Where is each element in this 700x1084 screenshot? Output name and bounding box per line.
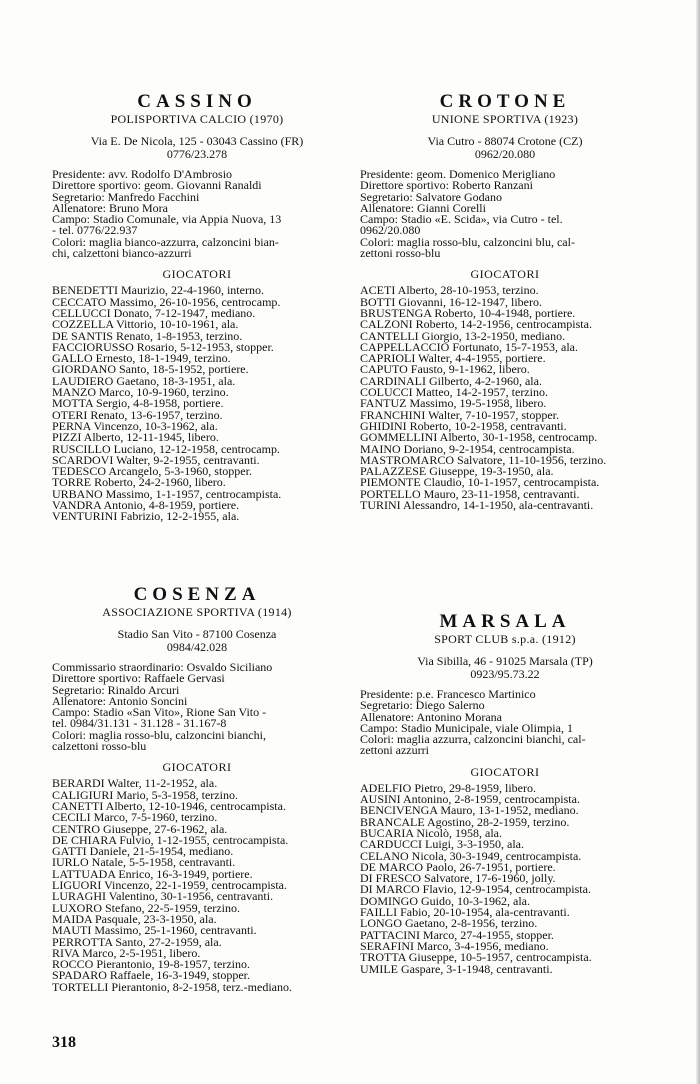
player-entry: BRANCALE Agostino, 28-2-1959, terzino. <box>360 814 570 829</box>
club-subtitle: ASSOCIAZIONE SPORTIVA (1914) <box>102 605 292 619</box>
club-name: COSENZA <box>133 584 261 605</box>
player-entry: RIVA Marco, 2-5-1951, libero. <box>52 945 201 960</box>
player-entry: AUSINI Antonino, 2-8-1959, centrocampista. <box>360 792 580 807</box>
player-entry: CAPPELLACCIO Fortunato, 15-7-1953, ala. <box>360 339 578 354</box>
official-line: Allenatore: Gianni Corelli <box>360 200 486 215</box>
player-entry: FRANCHINI Walter, 7-10-1957, stopper. <box>360 407 559 422</box>
player-entry: GATTI Daniele, 21-5-1954, mediano. <box>52 844 234 859</box>
club-phone: 0923/95.73.22 <box>470 667 540 681</box>
player-entry: PIZZI Alberto, 12-11-1945, libero. <box>52 430 219 445</box>
player-entry: MASTROMARCO Salvatore, 11-10-1956, terzino. <box>360 452 607 467</box>
club-subtitle: UNIONE SPORTIVA (1923) <box>431 112 579 126</box>
player-entry: PIEMONTE Claudio, 10-1-1957, centrocampista. <box>360 475 600 490</box>
official-line: Commissario straordinario: Osvaldo Siciliano <box>52 660 273 674</box>
player-entry: DE MARCO Paolo, 26-7-1951, portiere. <box>360 859 556 874</box>
official-line: calzettoni rosso-blu <box>52 739 147 754</box>
player-entry: PORTELLO Mauro, 23-11-1958, centravanti. <box>360 486 580 501</box>
club-phone: 0776/23.278 <box>166 147 228 161</box>
player-entry: PATTACINI Marco, 27-4-1955, stopper. <box>360 927 554 942</box>
official-line: Direttore sportivo: geom. Giovanni Ranaldi <box>52 178 262 193</box>
players-heading: GIOCATORI <box>470 764 540 779</box>
official-line: Direttore sportivo: Raffaele Gervasi <box>52 671 225 686</box>
player-entry: GOMMELLINI Alberto, 30-1-1958, centrocamp. <box>360 430 598 445</box>
official-line: Segretario: Rinaldo Arcuri <box>52 682 180 697</box>
player-entry: VENTURINI Fabrizio, 12-2-1955, ala. <box>52 509 240 524</box>
page-edge <box>696 0 700 1084</box>
official-line: Allenatore: Bruno Mora <box>52 200 168 215</box>
player-entry: LURAGHI Valentino, 30-1-1956, centravanti. <box>52 889 274 904</box>
player-entry: DI FRESCO Salvatore, 17-6-1960, jolly. <box>360 871 556 886</box>
player-entry: CALIGIURI Mario, 5-3-1958, terzino. <box>52 787 238 802</box>
player-entry: VANDRA Antonio, 4-8-1959, portiere. <box>52 498 240 513</box>
official-line: Allenatore: Antonino Morana <box>360 709 502 724</box>
player-entry: UMILE Gaspare, 3-1-1948, centravanti. <box>360 961 553 976</box>
club-address: Stadio San Vito - 87100 Cosenza <box>117 627 277 641</box>
official-line: Allenatore: Antonio Soncini <box>52 693 188 708</box>
club-subtitle: SPORT CLUB s.p.a. (1912) <box>434 632 576 646</box>
player-entry: TURINI Alessandro, 14-1-1950, ala-centravanti. <box>360 498 594 513</box>
player-entry: CECILI Marco, 7-5-1960, terzino. <box>52 810 218 825</box>
player-entry: LUXORO Stefano, 22-5-1959, terzino. <box>52 900 240 915</box>
player-entry: TROTTA Giuseppe, 10-5-1957, centrocampista. <box>360 950 592 965</box>
official-line: Direttore sportivo: Roberto Ranzani <box>360 178 533 193</box>
player-entry: GALLO Ernesto, 18-1-1949, terzino. <box>52 351 231 366</box>
player-entry: LATTUADA Enrico, 16-3-1949, portiere. <box>52 866 253 881</box>
officials-list <box>360 689 650 757</box>
officials-list <box>52 662 342 752</box>
official-line: chi, calzettoni bianco-azzurri <box>52 246 192 261</box>
player-entry: DOMINGO Guido, 10-3-1962, ala. <box>360 893 530 908</box>
player-entry: CENTRO Giuseppe, 27-6-1962, ala. <box>52 821 228 836</box>
player-entry: BRUSTENGA Roberto, 10-4-1948, portiere. <box>360 305 576 320</box>
players-list <box>52 778 342 993</box>
player-entry: CANETTI Alberto, 12-10-1946, centrocampista. <box>52 798 286 813</box>
club-crotone <box>360 92 650 511</box>
official-line: Segretario: Manfredo Facchini <box>52 189 200 204</box>
player-entry: FAILLI Fabio, 20-10-1954, ala-centravanti. <box>360 905 570 920</box>
player-entry: BERARDI Walter, 11-2-1952, ala. <box>52 776 218 791</box>
players-list <box>52 285 342 522</box>
player-entry: TORRE Roberto, 24-2-1960, libero. <box>52 475 226 490</box>
official-line: Presidente: p.e. Francesco Martinico <box>360 687 536 701</box>
player-entry: FANTUZ Massimo, 19-5-1958, libero. <box>360 396 547 411</box>
player-entry: CELANO Nicola, 30-3-1949, centrocampista. <box>360 848 582 863</box>
club-marsala <box>360 612 650 975</box>
officials-list <box>52 169 342 259</box>
player-entry: SPADARO Raffaele, 16-3-1949, stopper. <box>52 968 250 983</box>
player-entry: URBANO Massimo, 1-1-1957, centrocampista. <box>52 486 282 501</box>
player-entry: CAPRIOLI Walter, 4-4-1955, portiere. <box>360 351 546 366</box>
players-list <box>360 780 650 976</box>
club-address: Via E. De Nicola, 125 - 03043 Cassino (FR) <box>90 134 304 148</box>
player-entry: TORTELLI Pierantonio, 8-2-1958, terz.-mediano. <box>52 979 292 994</box>
player-entry: CARDINALI Gilberto, 4-2-1960, ala. <box>360 373 542 388</box>
player-entry: TEDESCO Arcangelo, 5-3-1960, stopper. <box>52 464 252 479</box>
players-list <box>360 285 650 511</box>
player-entry: BOTTI Giovanni, 16-12-1947, libero. <box>360 294 542 309</box>
player-entry: CALZONI Roberto, 14-2-1956, centrocampista. <box>360 317 592 332</box>
player-entry: DE CHIARA Fulvio, 1-12-1955, centrocampista. <box>52 832 289 847</box>
official-line: Campo: Stadio Comunale, via Appia Nuova, 13 <box>52 212 282 227</box>
players-heading: GIOCATORI <box>162 267 232 282</box>
official-line: Presidente: avv. Rodolfo D'Ambrosio <box>52 167 233 181</box>
official-line: Segretario: Salvatore Godano <box>360 189 502 204</box>
player-entry: CANTELLI Giorgio, 13-2-1950, mediano. <box>360 328 566 343</box>
player-entry: BENCIVENGA Mauro, 13-1-1952, mediano. <box>360 803 579 818</box>
player-entry: DI MARCO Flavio, 12-9-1954, centrocampista. <box>360 882 591 897</box>
player-entry: OTERI Renato, 13-6-1957, terzino. <box>52 407 223 422</box>
official-line: 0962/20.080 <box>360 223 421 238</box>
player-entry: PERROTTA Santo, 27-2-1959, ala. <box>52 934 222 949</box>
player-entry: MOTTA Sergio, 4-8-1958, portiere. <box>52 396 224 411</box>
official-line: Campo: Stadio «San Vito», Rione San Vito - <box>52 705 267 720</box>
player-entry: MANZO Marco, 10-9-1960, terzino. <box>52 385 229 400</box>
players-heading: GIOCATORI <box>162 760 232 775</box>
club-name: CROTONE <box>439 91 571 112</box>
player-entry: ACETI Alberto, 28-10-1953, terzino. <box>360 283 539 298</box>
club-cosenza <box>52 585 342 993</box>
club-name: CASSINO <box>137 91 257 112</box>
club-cassino <box>52 92 342 523</box>
officials-list <box>360 169 650 259</box>
club-name: MARSALA <box>439 611 571 632</box>
official-line: Segretario: Diego Salerno <box>360 698 485 713</box>
player-entry: COZZELLA Vittorio, 10-10-1961, ala. <box>52 317 239 332</box>
official-line: Campo: Stadio Municipale, viale Olimpia, 1 <box>360 720 573 735</box>
player-entry: SERAFINI Marco, 3-4-1956, mediano. <box>360 938 549 953</box>
official-line: zettoni rosso-blu <box>360 246 441 261</box>
player-entry: CAPUTO Fausto, 9-1-1962, libero. <box>360 362 530 377</box>
player-entry: BENEDETTI Maurizio, 22-4-1960, interno. <box>52 283 264 298</box>
player-entry: PALAZZESE Giuseppe, 19-3-1950, ala. <box>360 464 554 479</box>
player-entry: IURLO Natale, 5-5-1958, centravanti. <box>52 855 236 870</box>
player-entry: DE SANTIS Renato, 1-8-1953, terzino. <box>52 328 243 343</box>
player-entry: RUSCILLO Luciano, 12-12-1958, centrocamp. <box>52 441 280 456</box>
player-entry: ROCCO Pierantonio, 19-8-1957, terzino. <box>52 957 250 972</box>
club-subtitle: POLISPORTIVA CALCIO (1970) <box>110 112 284 126</box>
club-address: Via Sibilla, 46 - 91025 Marsala (TP) <box>417 654 593 668</box>
official-line: Presidente: geom. Domenico Merigliano <box>360 167 556 181</box>
player-entry: LAUDIERO Gaetano, 18-3-1951, ala. <box>52 373 236 388</box>
official-line: tel. 0984/31.131 - 31.128 - 31.167-8 <box>52 716 227 731</box>
club-address: Via Cutro - 88074 Crotone (CZ) <box>427 134 583 148</box>
player-entry: MAINO Doriano, 9-2-1954, centrocampista. <box>360 441 575 456</box>
page-number: 318 <box>52 1034 76 1051</box>
player-entry: GHIDINI Roberto, 10-2-1958, centravanti. <box>360 418 567 433</box>
official-line: zettoni azzurri <box>360 743 429 758</box>
player-entry: BUCARIA Nicolò, 1958, ala. <box>360 825 502 840</box>
player-entry: FACCIORUSSO Rosario, 5-12-1953, stopper. <box>52 339 274 354</box>
player-entry: CECCATO Massimo, 26-10-1956, centrocamp. <box>52 294 281 309</box>
player-entry: MAIDA Pasquale, 23-3-1950, ala. <box>52 911 217 926</box>
player-entry: LIGUORI Vincenzo, 22-1-1959, centrocampista. <box>52 878 287 893</box>
player-entry: MAUTI Massimo, 25-1-1960, centravanti. <box>52 923 257 938</box>
player-entry: LONGO Gaetano, 2-8-1956, terzino. <box>360 916 538 931</box>
players-heading: GIOCATORI <box>470 267 540 282</box>
player-entry: ADELFIO Pietro, 29-8-1959, libero. <box>360 780 536 795</box>
player-entry: CARDUCCI Luigi, 3-3-1950, ala. <box>360 837 524 852</box>
club-phone: 0984/42.028 <box>166 640 228 654</box>
official-line: Colori: maglia rosso-blu, calzoncini bianchi, <box>52 727 266 742</box>
official-line: Colori: maglia azzurra, calzoncini bianchi, cal- <box>360 732 586 747</box>
player-entry: SCARDOVI Walter, 9-2-1955, centravanti. <box>52 452 260 467</box>
player-entry: GIORDANO Santo, 18-5-1952, portiere. <box>52 362 249 377</box>
official-line: Colori: maglia rosso-blu, calzoncini blu, cal- <box>360 234 575 249</box>
club-phone: 0962/20.080 <box>474 147 536 161</box>
player-entry: CELLUCCI Donato, 7-12-1947, mediano. <box>52 305 256 320</box>
official-line: Colori: maglia bianco-azzurra, calzoncini bian- <box>52 234 279 249</box>
player-entry: COLUCCI Matteo, 14-2-1957, terzino. <box>360 385 548 400</box>
official-line: Campo: Stadio «E. Scida», via Cutro - tel. <box>360 212 563 227</box>
player-entry: PERNA Vincenzo, 10-3-1962, ala. <box>52 418 218 433</box>
official-line: - tel. 0776/22.937 <box>52 223 138 238</box>
